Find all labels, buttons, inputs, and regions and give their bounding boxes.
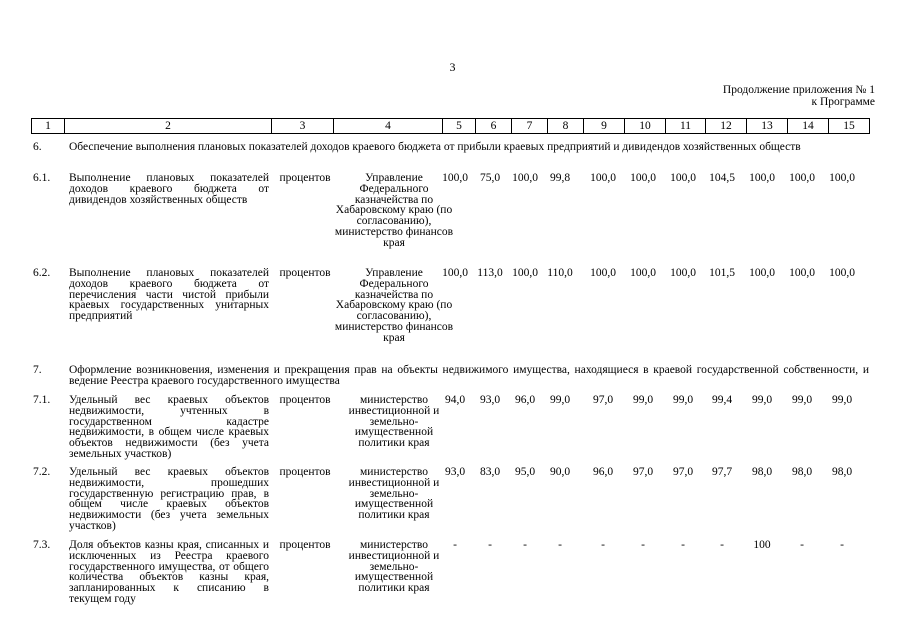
column-header: 4	[334, 119, 443, 134]
value-cell: 100,0	[512, 172, 538, 184]
value-cell: 100	[753, 539, 771, 551]
page-number: 3	[449, 60, 456, 74]
indicator-name: Удельный вес краевых объектов недвижимости, учтенных в государственном кадастре недвижимости, в общем числе краевых объектов недвижимости (без учета земельных участков)	[69, 394, 269, 460]
value-cell: 100,0	[442, 267, 468, 279]
value-cell: 97,7	[711, 466, 733, 478]
continuation-line-1: Продолжение приложения № 1	[722, 84, 875, 96]
row-number: 7.3.	[33, 539, 51, 551]
row-number: 7.1.	[33, 394, 51, 406]
column-header: 15	[829, 119, 870, 134]
value-cell: 104,5	[709, 172, 735, 184]
value-cell: -	[558, 539, 562, 551]
value-cell: 100,0	[590, 267, 616, 279]
row-number: 6.2.	[33, 267, 51, 279]
value-cell: 99,0	[549, 394, 571, 406]
column-header: 2	[65, 119, 272, 134]
value-cell: 99,0	[672, 394, 694, 406]
value-cell: 97,0	[632, 466, 654, 478]
column-header: 12	[706, 119, 747, 134]
value-cell: 99,4	[711, 394, 733, 406]
continuation-line-2: к Программе	[811, 96, 875, 108]
row-number: 7.2.	[33, 466, 51, 478]
section-title: Обеспечение выполнения плановых показателей доходов краевого бюджета от прибыли краевых предприятий и дивидендов хозяйственных обществ	[69, 141, 801, 153]
value-cell: 100,0	[442, 172, 468, 184]
value-cell: 94,0	[444, 394, 466, 406]
column-header: 14	[788, 119, 829, 134]
value-cell: 100,0	[789, 267, 815, 279]
value-cell: 99,8	[549, 172, 571, 184]
value-cell: 90,0	[549, 466, 571, 478]
column-header-row	[32, 119, 870, 134]
value-cell: 110,0	[547, 267, 573, 279]
value-cell: 99,0	[632, 394, 654, 406]
column-header: 5	[443, 119, 476, 134]
row-number: 6.1.	[33, 172, 51, 184]
column-header: 7	[512, 119, 548, 134]
value-cell: 100,0	[630, 172, 656, 184]
value-cell: 100,0	[670, 172, 696, 184]
section-number: 6.	[33, 141, 42, 153]
indicator-name: Удельный вес краевых объектов недвижимости, прошедших государственную регистрацию прав, в общем числе краевых объектов недвижимости (без учета земельных участков)	[69, 466, 269, 532]
unit-of-measure: процентов	[279, 539, 331, 551]
column-header: 8	[548, 119, 584, 134]
executor: Управление Федерального казначейства по Хабаровскому краю (по согласованию), министерство финансов края	[334, 172, 454, 249]
value-cell: 96,0	[514, 394, 536, 406]
value-cell: 100,0	[630, 267, 656, 279]
value-cell: 100,0	[749, 267, 775, 279]
indicator-name: Выполнение плановых показателей доходов краевого бюджета от перечисления части чистой прибыли краевых государственных унитарных предприятий	[69, 267, 269, 323]
value-cell: 95,0	[514, 466, 536, 478]
value-cell: 113,0	[477, 267, 503, 279]
value-cell: 93,0	[444, 466, 466, 478]
value-cell: -	[488, 539, 492, 551]
column-header: 10	[625, 119, 666, 134]
value-cell: 99,0	[751, 394, 773, 406]
value-cell: -	[720, 539, 724, 551]
column-header: 9	[584, 119, 625, 134]
executor: Управление Федерального казначейства по Хабаровскому краю (по согласованию), министерство финансов края	[334, 267, 454, 344]
value-cell: 100,0	[749, 172, 775, 184]
section-title: Оформление возникновения, изменения и прекращения прав на объекты недвижимого имущества, находящиеся в краевой государственной собственности, и ведение Реестра краевого государственного имущества	[69, 364, 869, 387]
value-cell: -	[681, 539, 685, 551]
unit-of-measure: процентов	[279, 172, 331, 184]
indicator-name: Выполнение плановых показателей доходов краевого бюджета от дивидендов хозяйственных обществ	[69, 172, 269, 206]
value-cell: 98,0	[751, 466, 773, 478]
unit-of-measure: процентов	[279, 466, 331, 478]
value-cell: -	[601, 539, 605, 551]
value-cell: 83,0	[479, 466, 501, 478]
column-header: 1	[32, 119, 65, 134]
section-number: 7.	[33, 364, 42, 376]
executor: министерство инвестиционной и земельно-имущественной политики края	[348, 466, 440, 522]
value-cell: -	[840, 539, 844, 551]
value-cell: 75,0	[479, 172, 501, 184]
value-cell: -	[453, 539, 457, 551]
column-header-table	[31, 118, 870, 134]
unit-of-measure: процентов	[279, 267, 331, 279]
value-cell: 96,0	[592, 466, 614, 478]
value-cell: 98,0	[831, 466, 853, 478]
executor: министерство инвестиционной и земельно-имущественной политики края	[348, 539, 440, 595]
column-header: 6	[476, 119, 512, 134]
executor: министерство инвестиционной и земельно-имущественной политики края	[348, 394, 440, 450]
value-cell: 97,0	[592, 394, 614, 406]
column-header: 3	[272, 119, 334, 134]
continuation-note	[723, 84, 875, 108]
value-cell: 100,0	[590, 172, 616, 184]
value-cell: 100,0	[512, 267, 538, 279]
value-cell: 99,0	[791, 394, 813, 406]
value-cell: -	[800, 539, 804, 551]
value-cell: 100,0	[829, 172, 855, 184]
value-cell: 93,0	[479, 394, 501, 406]
unit-of-measure: процентов	[279, 394, 331, 406]
value-cell: 100,0	[789, 172, 815, 184]
value-cell: 98,0	[791, 466, 813, 478]
value-cell: 99,0	[831, 394, 853, 406]
value-cell: 100,0	[829, 267, 855, 279]
value-cell: 101,5	[709, 267, 735, 279]
value-cell: -	[641, 539, 645, 551]
column-header: 11	[666, 119, 706, 134]
column-header: 13	[747, 119, 788, 134]
indicator-name: Доля объектов казны края, списанных и исключенных из Реестра краевого государственного имущества, от общего количества объектов казны края, запланированных к списанию в текущем году	[69, 539, 269, 605]
value-cell: 100,0	[670, 267, 696, 279]
value-cell: -	[523, 539, 527, 551]
value-cell: 97,0	[672, 466, 694, 478]
